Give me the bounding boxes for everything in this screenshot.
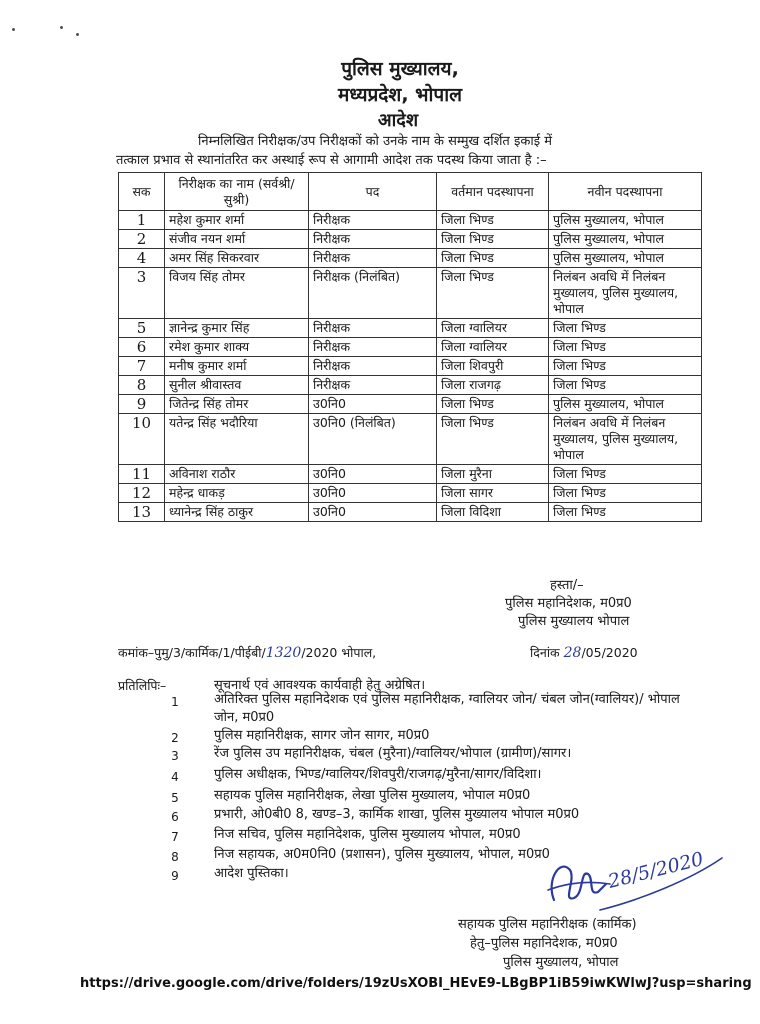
cell-name: संजीव नयन शर्मा [165,230,309,249]
reference-date [530,644,638,661]
cell-name: मनीष कुमार शर्मा [165,357,309,376]
header-sn: सक [119,173,165,211]
copy-item-number: 4 [171,770,179,784]
copy-item-number: 1 [171,695,179,709]
table-row [119,230,702,249]
cell-new-posting: पुलिस मुख्यालय, भोपाल [549,211,702,230]
copy-item-text: पुलिस महानिरीक्षक, सागर जोन सागर, म0प्र0 [214,728,430,743]
copy-item-text: सहायक पुलिस महानिरीक्षक, लेखा पुलिस मुख्यालय, भोपाल म0प्र0 [214,788,531,803]
cell-sn: 8 [119,376,165,395]
cell-current-posting: जिला भिण्ड [437,414,549,465]
copy-item [160,691,690,727]
reference-handwritten-number: 1320 [265,645,302,661]
date-rest: /05/2020 [581,645,638,660]
copy-item-number: 5 [171,791,179,805]
cell-current-posting: जिला भिण्ड [437,249,549,268]
date-label: दिनांक [530,645,560,660]
cell-new-posting: जिला भिण्ड [549,357,702,376]
table-row [119,465,702,484]
cell-current-posting: जिला मुरैना [437,465,549,484]
cell-sn: 5 [119,319,165,338]
header-post: पद [309,173,437,211]
scan-speck [12,28,15,31]
cell-current-posting: जिला सागर [437,484,549,503]
cell-post: उ0नि0 (निलंबित) [309,414,437,465]
copy-item-text: निज सचिव, पुलिस महानिदेशक, पुलिस मुख्यालय भोपाल, म0प्र0 [214,827,521,842]
copy-item [160,787,690,805]
cell-sn: 11 [119,465,165,484]
cell-new-posting: जिला भिण्ड [549,484,702,503]
cell-name: अविनाश राठौर [165,465,309,484]
header-new-posting: नवीन पदस्थापना [549,173,702,211]
cell-post: उ0नि0 [309,484,437,503]
cell-name: रमेश कुमार शाक्य [165,338,309,357]
table-row [119,319,702,338]
intro-line-1: निम्नलिखित निरीक्षक/उप निरीक्षकों को उनके नाम के सम्मुख दर्शित इकाई में [198,134,552,149]
cell-post: निरीक्षक [309,230,437,249]
copy-item-number: 6 [171,810,179,824]
copy-item-number: 2 [171,731,179,745]
cell-post: निरीक्षक [309,338,437,357]
cell-name: जितेन्द्र सिंह तोमर [165,395,309,414]
issuer-on-behalf: हेतु–पुलिस महानिदेशक, म0प्र0 [470,936,618,951]
copy-item-text: निज सहायक, अ0म0नि0 (प्रशासन), पुलिस मुख्यालय, भोपाल, म0प्र0 [214,847,550,862]
office-location: मध्यप्रदेश, भोपाल [337,84,463,106]
table-body [119,211,702,522]
cell-post: निरीक्षक [309,319,437,338]
reference-number [118,644,376,661]
copy-label: प्रतिलिपिः– [118,678,167,693]
copy-intro: सूचनार्थ एवं आवश्यक कार्यवाही हेतु अग्रेषित। [214,678,426,693]
cell-sn: 12 [119,484,165,503]
cell-name: ध्यानेन्द्र सिंह ठाकुर [165,503,309,522]
cell-current-posting: जिला राजगढ़ [437,376,549,395]
issuer-office: पुलिस मुख्यालय, भोपाल [503,955,619,970]
header-current-posting: वर्तमान पदस्थापना [437,173,549,211]
cell-post: निरीक्षक [309,211,437,230]
cell-post: निरीक्षक [309,249,437,268]
cell-name: विजय सिंह तोमर [165,268,309,319]
copy-item-number: 3 [171,749,179,763]
drive-link[interactable]: https://drive.google.com/drive/folders/19zUsXOBI_HEvE9-LBgBP1iB59iwKWlwJ?usp=sharing [80,976,752,991]
signature-date: 28/5/2020 [605,847,706,893]
table-row [119,484,702,503]
date-day: 28 [563,645,582,661]
copy-item [160,745,690,763]
cell-name: महेश कुमार शर्मा [165,211,309,230]
copy-item [160,727,690,745]
intro-line-2: तत्काल प्रभाव से स्थानांतरित कर अस्थाई रूप से आगामी आदेश तक पदस्थ किया जाता है :– [116,153,547,168]
table-row [119,503,702,522]
cell-name: यतेन्द्र सिंह भदौरिया [165,414,309,465]
cell-new-posting: जिला भिण्ड [549,503,702,522]
copy-item-text: अतिरिक्त पुलिस महानिदेशक एवं पुलिस महानिरीक्षक, ग्वालियर जोन/ चंबल जोन(ग्वालियर)/ भोपाल जोन, म0प्र0 [214,692,680,725]
cell-sn: 7 [119,357,165,376]
reference-suffix: /2020 भोपाल, [301,645,377,660]
copy-item-number: 8 [171,850,179,864]
table-row [119,211,702,230]
cell-sn: 9 [119,395,165,414]
cell-name: सुनील श्रीवास्तव [165,376,309,395]
cell-current-posting: जिला भिण्ड [437,268,549,319]
cell-sn: 3 [119,268,165,319]
cell-current-posting: जिला विदिशा [437,503,549,522]
cell-new-posting: जिला भिण्ड [549,465,702,484]
cell-name: अमर सिंह सिकरवार [165,249,309,268]
table-header-row [119,173,702,211]
cell-sn: 10 [119,414,165,465]
issuer-title: सहायक पुलिस महानिरीक्षक (कार्मिक) [458,917,637,932]
copy-item [160,766,690,784]
cell-current-posting: जिला भिण्ड [437,395,549,414]
cell-post: उ0नि0 [309,465,437,484]
table-row [119,268,702,319]
cell-new-posting: पुलिस मुख्यालय, भोपाल [549,395,702,414]
cell-new-posting: जिला भिण्ड [549,376,702,395]
cell-current-posting: जिला भिण्ड [437,230,549,249]
table-row [119,376,702,395]
copy-item-text: पुलिस अधीक्षक, भिण्ड/ग्वालियर/शिवपुरी/राजगढ़/मुरैना/सागर/विदिशा। [214,767,542,782]
cell-post: उ0नि0 [309,395,437,414]
cell-new-posting: पुलिस मुख्यालय, भोपाल [549,249,702,268]
copy-item-text: प्रभारी, ओ0बी0 8, खण्ड–3, कार्मिक शाखा, पुलिस मुख्यालय भोपाल म0प्र0 [214,807,580,822]
table-row [119,338,702,357]
cell-sn: 2 [119,230,165,249]
header-name: निरीक्षक का नाम (सर्वश्री/सुश्री) [165,173,309,211]
order-title: आदेश [377,110,419,131]
cell-sn: 6 [119,338,165,357]
cell-name: ज्ञानेन्द्र कुमार सिंह [165,319,309,338]
cell-new-posting: निलंबन अवधि में निलंबन मुख्यालय, पुलिस मुख्यालय, भोपाल [549,268,702,319]
office-name: पुलिस मुख्यालय, [341,58,459,80]
table-row [119,414,702,465]
cell-current-posting: जिला शिवपुरी [437,357,549,376]
cell-current-posting: जिला भिण्ड [437,211,549,230]
scan-speck [76,33,79,36]
copy-item [160,806,690,824]
cell-post: निरीक्षक [309,376,437,395]
cell-new-posting: जिला भिण्ड [549,338,702,357]
cell-current-posting: जिला ग्वालियर [437,319,549,338]
handwritten-signature [540,840,730,920]
cell-post: उ0नि0 [309,503,437,522]
cell-sn: 4 [119,249,165,268]
table-row [119,357,702,376]
cell-new-posting: निलंबन अवधि में निलंबन मुख्यालय, पुलिस मुख्यालय, भोपाल [549,414,702,465]
cell-post: निरीक्षक [309,357,437,376]
copy-item-text: रेंज पुलिस उप महानिरीक्षक, चंबल (मुरैना)/ग्वालियर/भोपाल (ग्रामीण)/सागर। [214,746,572,761]
signed-marker: हस्ता/– [550,578,584,593]
scan-speck [60,26,63,29]
cell-post: निरीक्षक (निलंबित) [309,268,437,319]
signatory-office: पुलिस मुख्यालय भोपाल [518,614,630,629]
copy-item-text: आदेश पुस्तिका। [214,866,289,881]
cell-new-posting: पुलिस मुख्यालय, भोपाल [549,230,702,249]
cell-name: महेन्द्र धाकड़ [165,484,309,503]
copy-item-number: 9 [171,869,179,883]
table-row [119,249,702,268]
copy-item-number: 7 [171,830,179,844]
reference-prefix: कमांक–पुमु/3/कार्मिक/1/पीईबी/ [118,645,266,660]
table-row [119,395,702,414]
transfer-table [118,172,702,522]
cell-current-posting: जिला ग्वालियर [437,338,549,357]
cell-sn: 13 [119,503,165,522]
signatory-title: पुलिस महानिदेशक, म0प्र0 [505,596,632,611]
cell-sn: 1 [119,211,165,230]
cell-new-posting: जिला भिण्ड [549,319,702,338]
